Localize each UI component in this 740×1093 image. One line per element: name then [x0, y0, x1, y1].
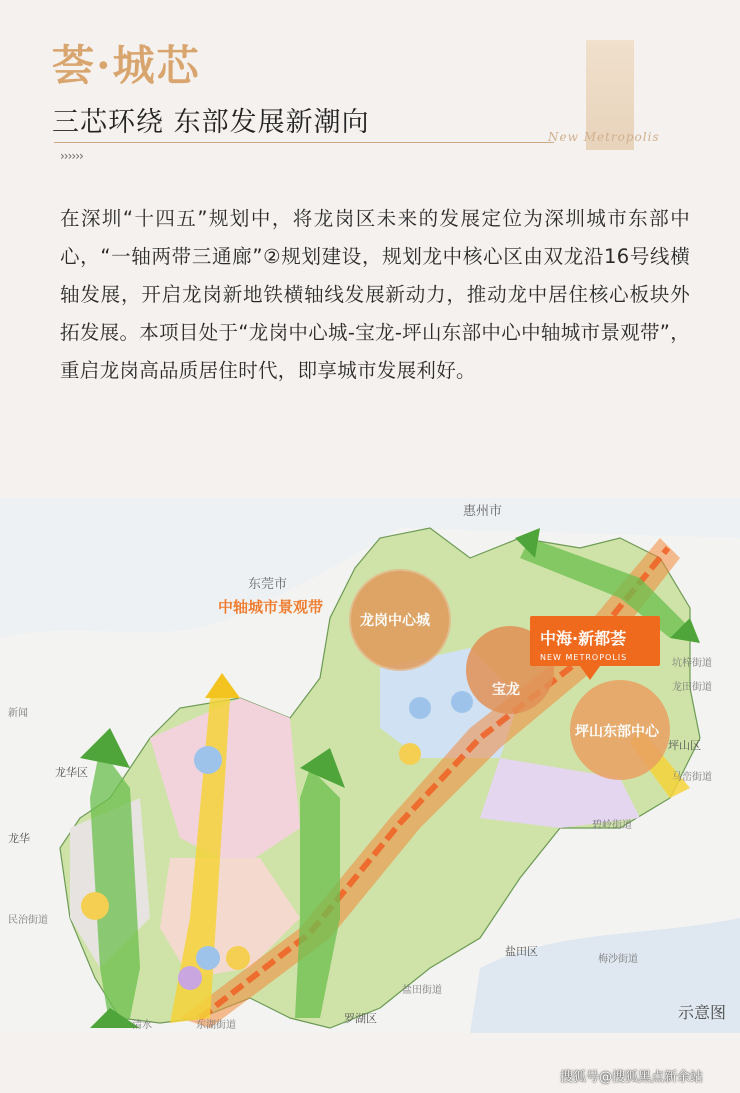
city-label: 东莞市	[248, 577, 288, 592]
project-badge-en: NEW METROPOLIS	[540, 653, 628, 662]
planning-map	[0, 498, 740, 1033]
poi-dot	[399, 743, 421, 765]
poi-dot	[81, 892, 109, 920]
poi-dot	[194, 746, 222, 774]
street-label: 清水	[132, 1020, 152, 1031]
street-label: 龙田街道	[672, 682, 712, 693]
script-wordmark: New Metropolis	[548, 130, 660, 144]
district-label: 罗湖区	[344, 1012, 377, 1025]
page-title: 荟·城芯	[52, 41, 201, 90]
axis-label: 中轴城市景观带	[218, 598, 324, 616]
center-label: 宝龙	[492, 682, 520, 698]
street-label: 新闻	[8, 708, 28, 719]
district-label: 坪山区	[668, 739, 701, 752]
center-label: 坪山东部中心	[575, 724, 659, 740]
map-svg	[0, 498, 740, 1033]
page-subtitle: 三芯环绕 东部发展新潮向	[52, 107, 370, 138]
poi-dot	[451, 691, 473, 713]
project-badge-cn: 中海·新都荟	[540, 629, 627, 648]
city-label: 惠州市	[463, 504, 503, 519]
district-label: 龙华区	[55, 766, 88, 779]
watermark: 搜狐号@搜狐黑点新余站	[560, 1070, 704, 1085]
street-label: 民治街道	[8, 915, 48, 926]
body-paragraph: 在深圳“十四五”规划中，将龙岗区未来的发展定位为深圳城市东部中心，“一轴两带三通廊”②规划建设，规划龙中核心区由双龙沿16号线横轴发展，开启龙岗新地铁横轴线发展新动力，推动龙中居住核心板块外拓发展。本项目处于“龙岗中心城-宝龙-坪山东部中心中轴城市景观带”，重启龙岗高品质居住时代，即享城市发展利好。	[60, 207, 690, 382]
poi-dot	[226, 946, 250, 970]
street-label: 坑梓街道	[672, 658, 712, 669]
street-label: 马峦街道	[672, 772, 712, 783]
map-note: 示意图	[678, 1003, 727, 1022]
street-label: 东湖街道	[196, 1020, 236, 1031]
title-block	[52, 40, 370, 139]
chevron-decoration: ››››››	[60, 149, 83, 163]
poi-dot	[409, 697, 431, 719]
poi-dot	[178, 966, 202, 990]
district-label: 盐田区	[505, 945, 538, 958]
street-label: 盐田街道	[402, 985, 442, 996]
poi-dot	[196, 946, 220, 970]
center-label: 龙岗中心城	[360, 613, 430, 629]
street-label: 梅沙街道	[598, 954, 638, 965]
district-label: 龙华	[8, 832, 30, 845]
divider-line	[54, 142, 554, 143]
street-label: 碧岭街道	[592, 820, 632, 831]
